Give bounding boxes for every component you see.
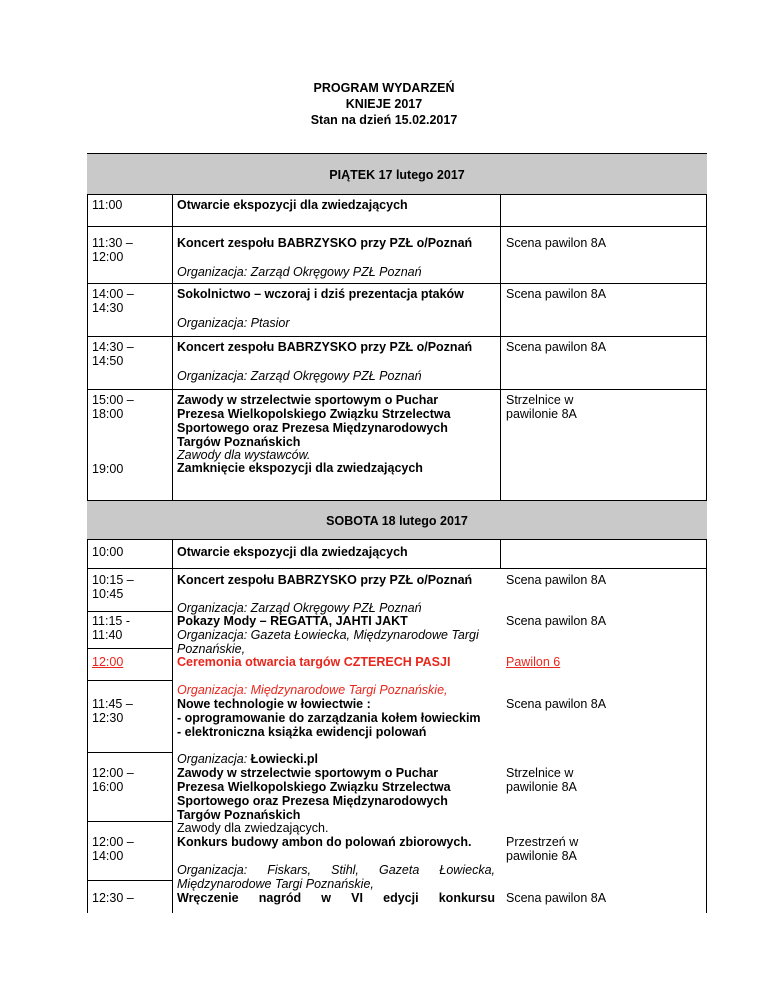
venue: Scena pawilon 8A bbox=[506, 340, 607, 354]
venue: Strzelnice w pawilonie 8A bbox=[506, 766, 577, 794]
venue: Scena pawilon 8A bbox=[506, 236, 607, 250]
event-title: Zamknięcie ekspozycji dla zwiedzających bbox=[177, 461, 423, 475]
day-header-friday bbox=[87, 154, 707, 194]
event-title: Pokazy Mody – REGATTA, JAHTI JAKT bbox=[177, 614, 408, 628]
event-name: KNIEJE 2017 bbox=[345, 97, 423, 111]
organizer-name: Łowiecki.pl bbox=[250, 752, 319, 766]
venue: Scena pawilon 8A bbox=[506, 891, 607, 905]
time-cell: 12:00 – 14:00 bbox=[92, 835, 134, 863]
time-cell: 10:15 – 10:45 bbox=[92, 573, 134, 601]
day-header-saturday bbox=[87, 501, 707, 539]
event-title-highlight: Ceremonia otwarcia targów CZTERECH PASJI bbox=[177, 655, 451, 669]
venue: Przestrzeń w pawilonie 8A bbox=[506, 835, 579, 863]
time-cell: 11:15 - 11:40 bbox=[92, 614, 130, 642]
organizer-highlight: Organizacja: Międzynarodowe Targi Poznańskie, bbox=[177, 683, 448, 697]
document-header bbox=[0, 80, 768, 128]
time-cell: 15:00 – 18:00 bbox=[92, 393, 134, 421]
day-label: SOBOTA 18 lutego 2017 bbox=[326, 514, 468, 528]
organizer: Organizacja: Gazeta Łowiecka, Międzynarodowe Targi Poznańskie, bbox=[177, 628, 479, 656]
event-title: Zawody w strzelectwie sportowym o Puchar Prezesa Wielkopolskiego Związku Strzelectwa Sportowego oraz Prezesa Międzynarodowych Targów Poznańskich bbox=[177, 393, 451, 449]
venue-highlight[interactable]: Pawilon 6 bbox=[506, 655, 561, 669]
time-cell: 10:00 bbox=[92, 545, 124, 559]
time-cell: 12:30 – bbox=[92, 891, 134, 905]
day-label: PIĄTEK 17 lutego 2017 bbox=[329, 168, 465, 182]
venue: Scena pawilon 8A bbox=[506, 573, 607, 587]
time-cell: 19:00 bbox=[92, 462, 124, 476]
event-title: Koncert zespołu BABRZYSKO przy PZŁ o/Poznań bbox=[177, 573, 473, 587]
venue: Scena pawilon 8A bbox=[506, 697, 607, 711]
event-title: Koncert zespołu BABRZYSKO przy PZŁ o/Poznań bbox=[177, 340, 473, 354]
status-date: Stan na dzień 15.02.2017 bbox=[310, 113, 458, 127]
time-cell: 11:00 bbox=[92, 198, 123, 212]
time-cell: 14:30 – 14:50 bbox=[92, 340, 134, 368]
organizer bbox=[177, 752, 318, 766]
venue: Scena pawilon 8A bbox=[506, 614, 607, 628]
event-note: Zawody dla zwiedzających. bbox=[177, 821, 329, 835]
organizer: Organizacja: Zarząd Okręgowy PZŁ Poznań bbox=[177, 601, 422, 615]
organizer: Organizacja: Ptasior bbox=[177, 316, 290, 330]
event-title: Otwarcie ekspozycji dla zwiedzających bbox=[177, 545, 408, 559]
document-title: PROGRAM WYDARZEŃ bbox=[313, 81, 455, 95]
organizer: Międzynarodowe Targi Poznańskie, bbox=[177, 877, 374, 891]
organizer: Organizacja: Zarząd Okręgowy PZŁ Poznań bbox=[177, 265, 422, 279]
event-title: Wręczenie nagród w VI edycji konkursu bbox=[177, 891, 495, 905]
event-title: Koncert zespołu BABRZYSKO przy PZŁ o/Poznań bbox=[177, 236, 473, 250]
time-cell: 12:00 – 16:00 bbox=[92, 766, 134, 794]
venue: Strzelnice w pawilonie 8A bbox=[506, 393, 577, 421]
time-cell: 14:00 – 14:30 bbox=[92, 287, 134, 315]
event-title: Sokolnictwo – wczoraj i dziś prezentacja ptaków bbox=[177, 287, 464, 301]
time-cell: 11:45 – 12:30 bbox=[92, 697, 133, 725]
event-title: Nowe technologie w łowiectwie : - oprogramowanie do zarządzania kołem łowieckim - elektroniczna książka ewidencji polowań bbox=[177, 697, 481, 739]
time-cell-highlight: 12:00 bbox=[92, 655, 124, 669]
event-title: Otwarcie ekspozycji dla zwiedzających bbox=[177, 198, 408, 212]
event-title: Zawody w strzelectwie sportowym o Puchar Prezesa Wielkopolskiego Związku Strzelectwa Sportowego oraz Prezesa Międzynarodowych Targów Poznańskich bbox=[177, 766, 451, 822]
time-cell: 11:30 – 12:00 bbox=[92, 236, 133, 264]
organizer: Organizacja: Zarząd Okręgowy PZŁ Poznań bbox=[177, 369, 422, 383]
organizer: Organizacja: Fiskars, Stihl, Gazeta Łowiecka, bbox=[177, 863, 495, 877]
event-note: Zawody dla wystawców. bbox=[177, 448, 311, 462]
venue: Scena pawilon 8A bbox=[506, 287, 607, 301]
organizer-label: Organizacja: bbox=[177, 752, 251, 766]
event-title: Konkurs budowy ambon do polowań zbiorowych. bbox=[177, 835, 472, 849]
